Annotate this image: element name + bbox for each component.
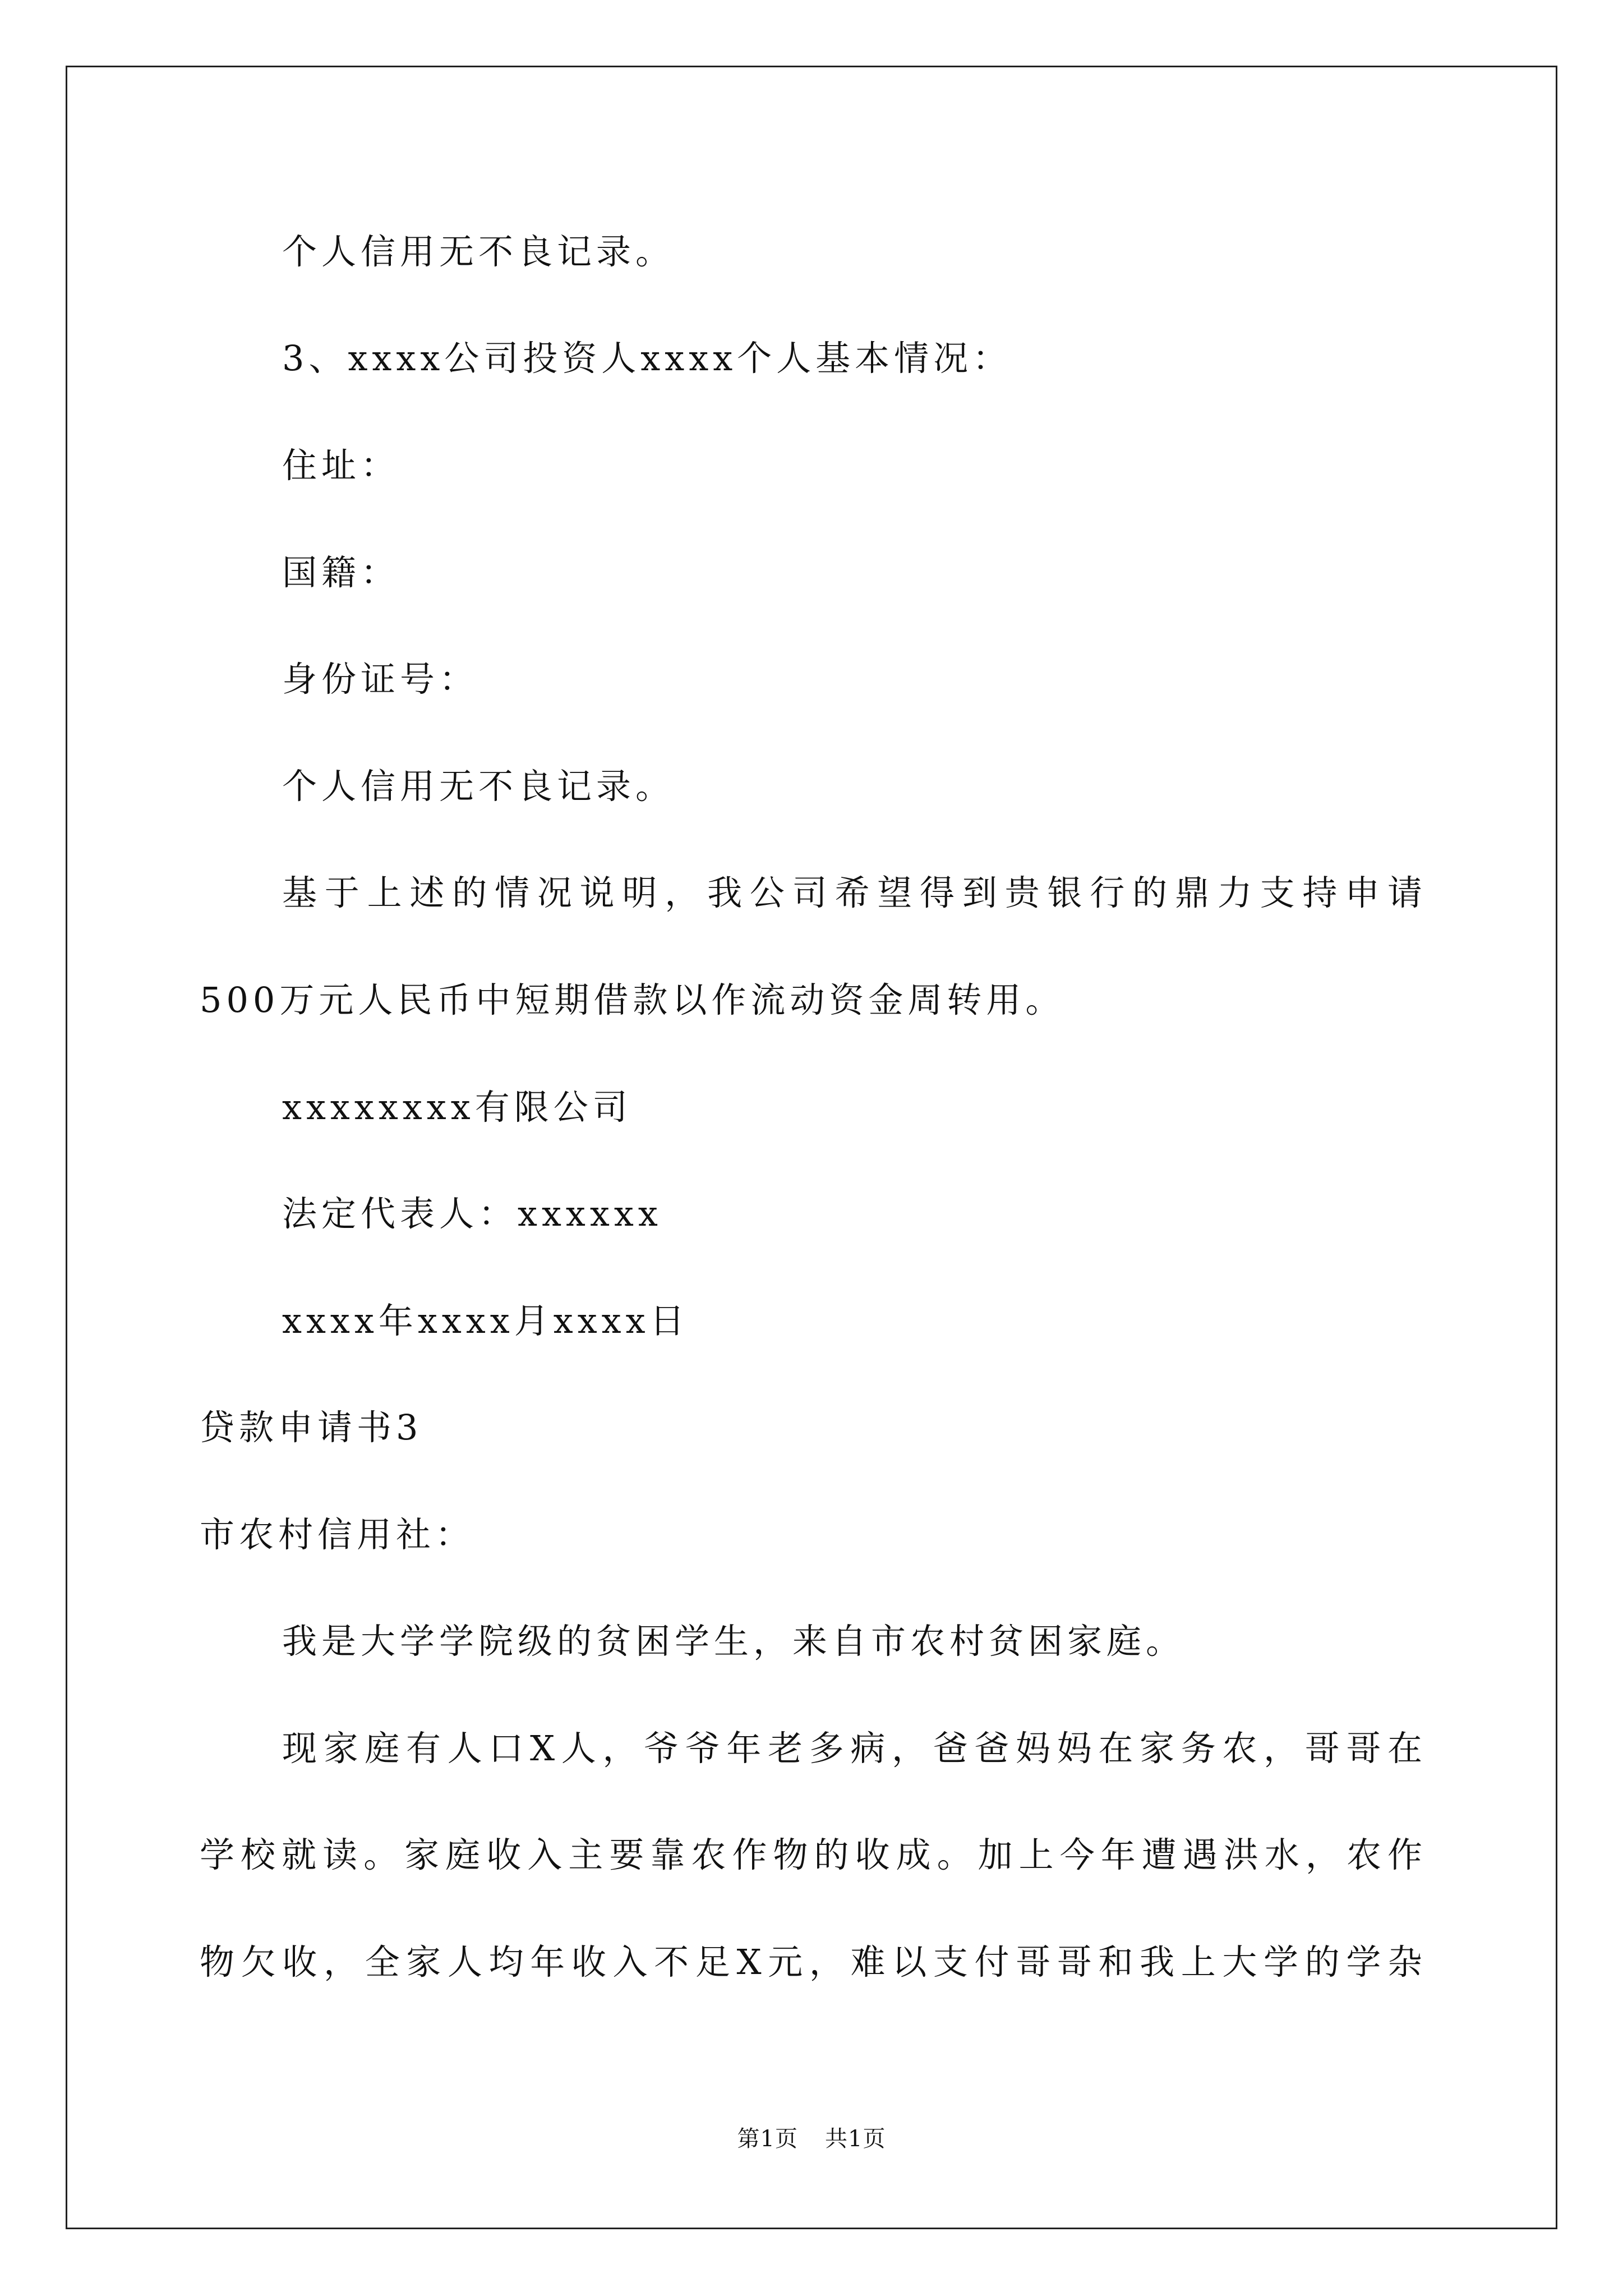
text-line-id-number: 身份证号： <box>282 659 479 700</box>
page-total: 共1页 <box>825 2126 886 2152</box>
text-line-investor-heading: 3、xxxx公司投资人xxxx个人基本情况： <box>282 338 1012 379</box>
text-line-address: 住址： <box>282 445 400 486</box>
page-border <box>66 66 1557 2229</box>
text-line-family-2: 学校就读。家庭收入主要靠农作物的收成。加上今年遭遇洪水，农作 <box>200 1834 1422 1875</box>
text-line-request-2: 500万元人民币中短期借款以作流动资金周转用。 <box>200 979 1065 1020</box>
text-line-legal-rep: 法定代表人：xxxxxx <box>282 1193 662 1234</box>
text-line-nationality: 国籍： <box>282 552 400 593</box>
text-line-credit-2: 个人信用无不良记录。 <box>282 766 675 807</box>
text-line-date: xxxx年xxxx月xxxx日 <box>282 1300 689 1341</box>
text-line-family-3: 物欠收，全家人均年收入不足X元，难以支付哥哥和我上大学的学杂 <box>200 1941 1422 1982</box>
text-line-family-1: 现家庭有人口X人，爷爷年老多病，爸爸妈妈在家务农，哥哥在 <box>282 1728 1422 1769</box>
text-line-credit-1: 个人信用无不良记录。 <box>282 231 675 272</box>
text-line-request-1: 基于上述的情况说明，我公司希望得到贵银行的鼎力支持申请 <box>282 872 1422 913</box>
text-line-addressee: 市农村信用社： <box>200 1514 475 1555</box>
section-title: 贷款申请书3 <box>200 1407 423 1448</box>
text-line-intro: 我是大学学院级的贫困学生，来自市农村贫困家庭。 <box>282 1621 1186 1662</box>
page-footer <box>0 2128 1623 2150</box>
text-line-company: xxxxxxxx有限公司 <box>282 1087 632 1128</box>
page-number: 第1页 <box>737 2126 798 2152</box>
